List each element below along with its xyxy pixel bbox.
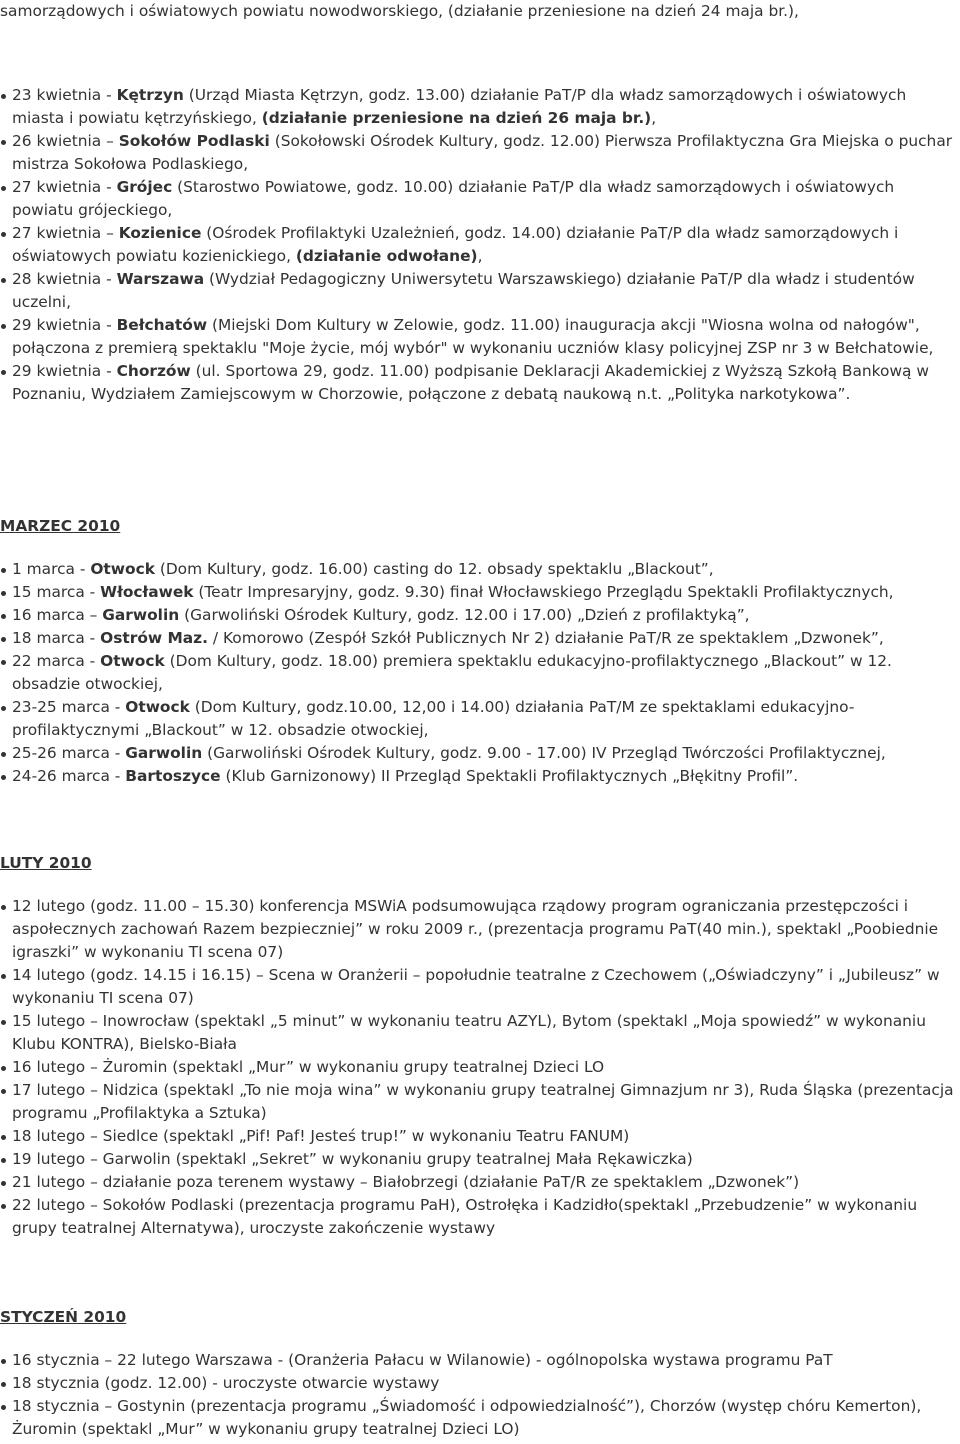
item-place: Otwock <box>90 560 155 578</box>
item-place: Włocławek <box>100 583 194 601</box>
list-item <box>0 650 956 696</box>
list-item <box>0 765 956 788</box>
item-date: 27 kwietnia – <box>12 224 119 242</box>
list-item: 18 lutego – Siedlce (spektakl „Pif! Paf! Jesteś trup!” w wykonaniu Teatru FANUM) <box>0 1125 956 1148</box>
item-text: (Miejski Dom Kultury w Zelowie, godz. 11.00) inauguracja akcji "Wiosna wolna od nałogów", połączona z premierą spektaklu "Moje życie, mój wybór" w wykonaniu uczniów klasy policyjnej ZSP nr 3 w Bełchatowie, <box>12 316 934 357</box>
item-text: (Garwoliński Ośrodek Kultury, godz. 9.00 - 17.00) IV Przegląd Twórczości Profilaktycznej, <box>202 744 886 762</box>
list-item <box>0 176 956 222</box>
list-item <box>0 268 956 314</box>
list-item: 21 lutego – działanie poza terenem wystawy – Białobrzegi (działanie PaT/R ze spektaklem „Dzwonek”) <box>0 1171 956 1194</box>
list-item: 17 lutego – Nidzica (spektakl „To nie moja wina” w wykonaniu grupy teatralnej Gimnazjum nr 3), Ruda Śląska (prezentacja programu „Profilaktyka a Sztuka) <box>0 1079 956 1125</box>
item-date: 15 marca - <box>12 583 101 601</box>
item-text: (Ośrodek Profilaktyki Uzależnień, godz. 14.00) działanie PaT/P dla władz samorządowych i oświatowych powiatu kozienickiego, <box>12 224 899 265</box>
list-item <box>0 627 956 650</box>
list-item: 22 lutego – Sokołów Podlaski (prezentacja programu PaH), Ostrołęka i Kadzidło(spektakl „Przebudzenie” w wykonaniu grupy teatralnej Alternatywa), uroczyste zakończenie wystawy <box>0 1194 956 1240</box>
item-text: (Sokołowski Ośrodek Kultury, godz. 12.00) Pierwsza Profilaktyczna Gra Miejska o puchar mistrza Sokołowa Podlaskiego, <box>12 132 953 173</box>
list-item: 16 lutego – Żuromin (spektakl „Mur” w wykonaniu grupy teatralnej Dzieci LO <box>0 1056 956 1079</box>
february-section <box>0 852 956 1240</box>
list-item <box>0 222 956 268</box>
item-place: Ostrów Maz. <box>100 629 208 647</box>
item-place: Sokołów Podlaski <box>118 132 270 150</box>
february-heading: LUTY 2010 <box>0 854 92 872</box>
top-fragment: samorządowych i oświatowych powiatu nowodworskiego, (działanie przeniesione na dzień 24 maja br.), <box>0 2 799 20</box>
item-text: (Dom Kultury, godz.10.00, 12,00 i 14.00) działania PaT/M ze spektaklami edukacyjno-profilaktycznymi „Blackout” w 12. obsadzie otwockiej, <box>12 698 855 739</box>
item-place: Otwock <box>125 698 190 716</box>
april-continuation <box>0 0 956 23</box>
list-item: 14 lutego (godz. 14.15 i 16.15) – Scena w Oranżerii – popołudnie teatralne z Czechowem („Oświadczyny” i „Jubileusz” w wykonaniu TI scena 07) <box>0 964 956 1010</box>
item-place: Kozienice <box>118 224 202 242</box>
april-list <box>0 84 956 406</box>
item-text: (Wydział Pedagogiczny Uniwersytetu Warszawskiego) działanie PaT/P dla władz i studentów uczelni, <box>12 270 915 311</box>
list-item: 18 stycznia (godz. 12.00) - uroczyste otwarcie wystawy <box>0 1372 956 1395</box>
item-text: (Klub Garnizonowy) II Przegląd Spektakli Profilaktycznych „Błękitny Profil”. <box>220 767 799 785</box>
list-item <box>0 314 956 360</box>
january-section <box>0 1306 956 1441</box>
february-list <box>0 895 956 1240</box>
item-place: Grójec <box>116 178 173 196</box>
list-item: 15 lutego – Inowrocław (spektakl „5 minut” w wykonaniu teatru AZYL), Bytom (spektakl „Moja spowiedź” w wykonaniu Klubu KONTRA), Bielsko-Biała <box>0 1010 956 1056</box>
item-date: 29 kwietnia - <box>12 316 117 334</box>
item-date: 16 marca – <box>12 606 103 624</box>
list-item: 16 stycznia – 22 lutego Warszawa - (Oranżeria Pałacu w Wilanowie) - ogólnopolska wystawa programu PaT <box>0 1349 956 1372</box>
item-place: Bełchatów <box>116 316 208 334</box>
item-date: 29 kwietnia - <box>12 362 117 380</box>
item-text-end: , <box>477 247 483 265</box>
item-date: 27 kwietnia - <box>12 178 117 196</box>
item-place: Warszawa <box>116 270 205 288</box>
item-date: 23-25 marca - <box>12 698 126 716</box>
item-text: (Teatr Impresaryjny, godz. 9.30) finał Włocławskiego Przeglądu Spektakli Profilaktycznych, <box>193 583 894 601</box>
item-date: 25-26 marca - <box>12 744 126 762</box>
list-item <box>0 558 956 581</box>
item-place: Bartoszyce <box>125 767 221 785</box>
list-item <box>0 581 956 604</box>
item-place: Otwock <box>100 652 165 670</box>
list-item <box>0 696 956 742</box>
list-item <box>0 360 956 406</box>
march-section <box>0 515 956 788</box>
april-section <box>0 84 956 406</box>
item-text: (Dom Kultury, godz. 18.00) premiera spektaklu edukacyjno-profilaktycznego „Blackout” w 12. obsadzie otwockiej, <box>12 652 892 693</box>
list-item <box>0 130 956 176</box>
march-heading: MARZEC 2010 <box>0 517 121 535</box>
january-heading: STYCZEŃ 2010 <box>0 1308 127 1326</box>
march-list <box>0 558 956 788</box>
list-item: 19 lutego – Garwolin (spektakl „Sekret” w wykonaniu grupy teatralnej Mała Rękawiczka) <box>0 1148 956 1171</box>
item-text: (Urząd Miasta Kętrzyn, godz. 13.00) działanie PaT/P dla władz samorządowych i oświatowych miasta i powiatu kętrzyńskiego, <box>12 86 907 127</box>
item-text: (ul. Sportowa 29, godz. 11.00) podpisanie Deklaracji Akademickiej z Wyższą Szkołą Bankową w Poznaniu, Wydziałem Zamiejscowym w Chorzowie, połączone z debatą naukową n.t. „Polityka narkotykowa”. <box>12 362 929 403</box>
list-item: 18 stycznia – Gostynin (prezentacja programu „Świadomość i odpowiedzialność”), Chorzów (występ chóru Kemerton), Żuromin (spektakl „Mur” w wykonaniu grupy teatralnej Dzieci LO) <box>0 1395 956 1441</box>
item-date: 1 marca - <box>12 560 91 578</box>
item-date: 18 marca - <box>12 629 101 647</box>
item-text: (Garwoliński Ośrodek Kultury, godz. 12.00 i 17.00) „Dzień z profilaktyką”, <box>179 606 750 624</box>
item-date: 26 kwietnia – <box>12 132 119 150</box>
item-date: 28 kwietnia - <box>12 270 117 288</box>
list-item <box>0 604 956 627</box>
item-place: Kętrzyn <box>116 86 184 104</box>
item-date: 23 kwietnia - <box>12 86 117 104</box>
item-place: Garwolin <box>125 744 203 762</box>
item-date: 22 marca - <box>12 652 101 670</box>
list-item <box>0 742 956 765</box>
item-status: (działanie przeniesione na dzień 26 maja br.) <box>261 109 652 127</box>
item-text-end: , <box>651 109 657 127</box>
list-item: 12 lutego (godz. 11.00 – 15.30) konferencja MSWiA podsumowująca rządowy program ograniczania przestępczości i aspołecznych zachowań Razem bezpieczniej” w roku 2009 r., (prezentacja programu PaT(40 min.), spektakl „Poobiednie igraszki” w wykonaniu TI scena 07) <box>0 895 956 964</box>
item-text: (Starostwo Powiatowe, godz. 10.00) działanie PaT/P dla władz samorządowych i oświatowych powiatu grójeckiego, <box>12 178 895 219</box>
list-item <box>0 84 956 130</box>
item-status: (działanie odwołane) <box>295 247 478 265</box>
item-text: / Komorowo (Zespół Szkół Publicznych Nr 2) działanie PaT/R ze spektaklem „Dzwonek”, <box>207 629 884 647</box>
item-date: 24-26 marca - <box>12 767 126 785</box>
january-list <box>0 1349 956 1441</box>
item-place: Chorzów <box>116 362 191 380</box>
item-place: Garwolin <box>102 606 180 624</box>
item-text: (Dom Kultury, godz. 16.00) casting do 12. obsady spektaklu „Blackout”, <box>154 560 714 578</box>
